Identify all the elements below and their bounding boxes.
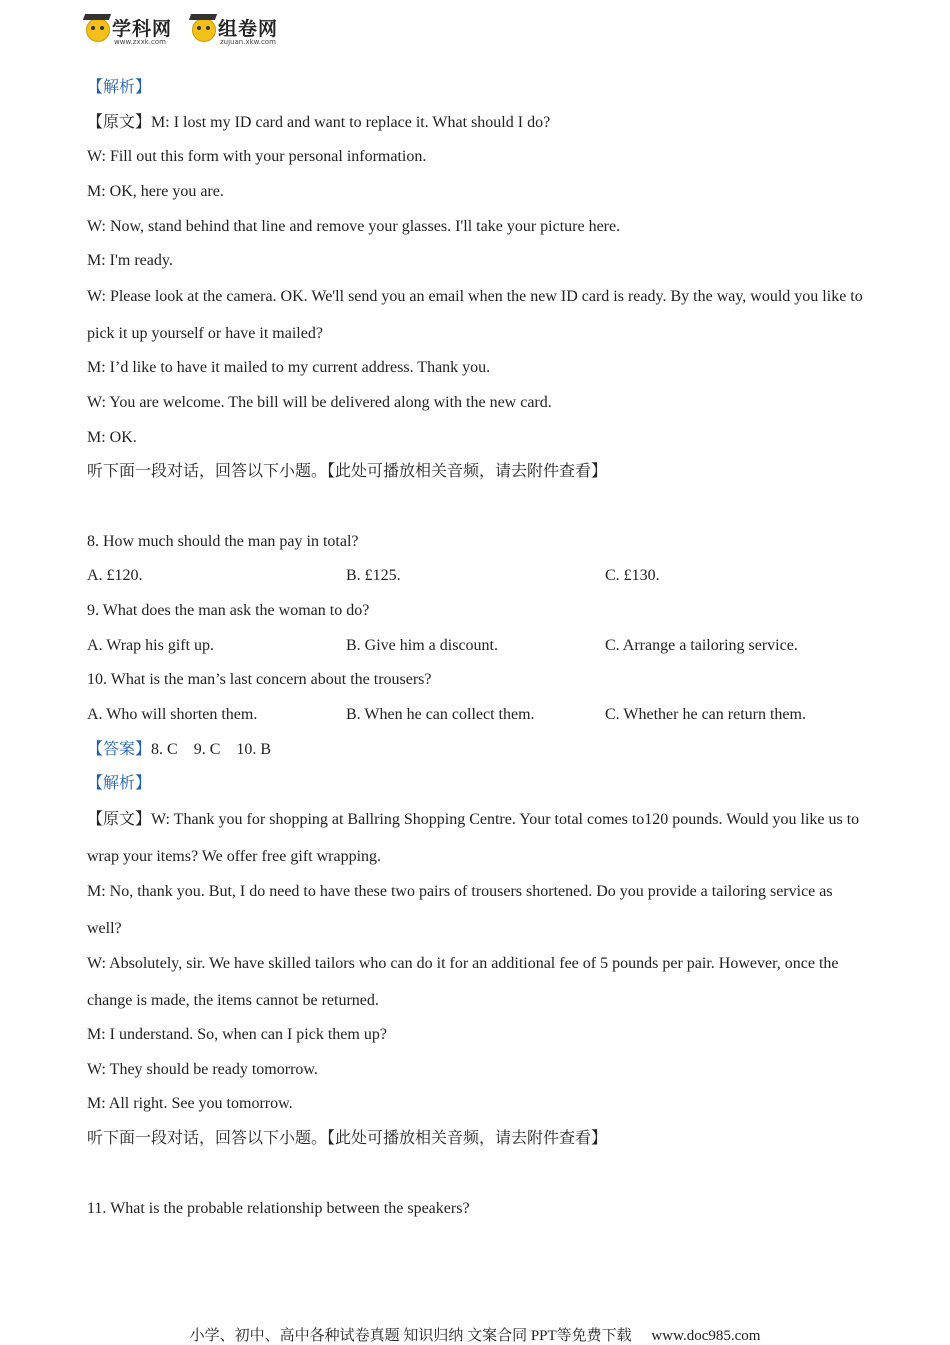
transcript-line: W: You are welcome. The bill will be delivered along with the new card. — [87, 393, 552, 411]
options-row — [87, 636, 867, 656]
answer-text: 8. C 9. C 10. B — [151, 740, 272, 758]
logo-name: 组卷网 — [218, 18, 279, 40]
transcript-line: 【原文】M: I lost my ID card and want to replace it. What should I do? — [87, 113, 551, 131]
option-b: B. When he can collect them. — [346, 706, 535, 723]
footer-link[interactable]: www.doc985.com — [651, 1328, 761, 1344]
mascot-icon — [86, 18, 110, 42]
analysis-heading: 【解析】 — [87, 775, 152, 793]
question: 11. What is the probable relationship between the speakers? — [87, 1199, 470, 1217]
listening-instruction: 听下面一段对话，回答以下小题。【此处可播放相关音频，请去附件查看】 — [87, 1130, 608, 1148]
transcript-line: M: All right. See you tomorrow. — [87, 1095, 293, 1113]
question: 8. How much should the man pay in total? — [87, 532, 359, 550]
question: 10. What is the man’s last concern about the trousers? — [87, 671, 432, 689]
option-c: C. Whether he can return them. — [605, 706, 806, 723]
graduation-cap-icon — [189, 14, 217, 20]
option-a: A. Who will shorten them. — [87, 706, 258, 723]
transcript-line: W: Please look at the camera. OK. We'll send you an email when the new ID card is ready. By the way, would you like to pick it up yourself or have it mailed? — [87, 288, 863, 343]
transcript-line: W: Now, stand behind that line and remove your glasses. I'll take your picture here. — [87, 217, 621, 235]
original-text-tag: 【原文】 — [87, 811, 152, 829]
transcript-line: M: OK, here you are. — [87, 183, 224, 201]
answer-tag: 【答案】 — [87, 740, 152, 758]
transcript-line: W: They should be ready tomorrow. — [87, 1060, 318, 1078]
original-text-tag: 【原文】 — [87, 113, 152, 131]
option-b: B. Give him a discount. — [346, 636, 498, 654]
option-c: C. Arrange a tailoring service. — [605, 636, 798, 654]
option-b: B. £125. — [346, 567, 401, 585]
analysis-heading: 【解析】 — [87, 79, 152, 96]
graduation-cap-icon — [83, 14, 111, 20]
options-row — [87, 566, 867, 586]
logo-name: 学科网 — [112, 18, 173, 40]
options-row — [87, 705, 867, 725]
footer — [0, 1324, 950, 1345]
transcript-line: M: I'm ready. — [87, 252, 173, 270]
question: 9. What does the man ask the woman to do? — [87, 601, 370, 619]
option-a: A. £120. — [87, 567, 143, 585]
answer-line — [87, 740, 867, 760]
transcript-line: M: No, thank you. But, I do need to have these two pairs of trousers shortened. Do you provide a tailoring service as well? — [87, 883, 833, 938]
document-body — [87, 78, 867, 1233]
transcript-line: 【原文】W: Thank you for shopping at Ballring Shopping Centre. Your total comes to120 pounds. Would you like us to wrap your items? We offer free gift wrapping. — [87, 811, 860, 866]
option-a: A. Wrap his gift up. — [87, 636, 215, 654]
logo-url: www.zxxk.com — [114, 38, 166, 46]
transcript-line: W: Fill out this form with your personal information. — [87, 148, 427, 166]
option-c: C. £130. — [605, 567, 660, 585]
transcript-line: M: OK. — [87, 428, 137, 446]
transcript-line: M: I’d like to have it mailed to my current address. Thank you. — [87, 359, 491, 377]
transcript-line: W: Absolutely, sir. We have skilled tailors who can do it for an additional fee of 5 pounds per pair. However, once the change is made, the items cannot be returned. — [87, 955, 839, 1010]
mascot-icon — [192, 18, 216, 42]
footer-text: 小学、初中、高中各种试卷真题 知识归纳 文案合同 PPT等免费下载 — [189, 1328, 632, 1344]
listening-instruction: 听下面一段对话，回答以下小题。【此处可播放相关音频，请去附件查看】 — [87, 463, 608, 481]
transcript-line: M: I understand. So, when can I pick them up? — [87, 1026, 387, 1044]
logo-url: zujuan.xkw.com — [220, 38, 276, 46]
